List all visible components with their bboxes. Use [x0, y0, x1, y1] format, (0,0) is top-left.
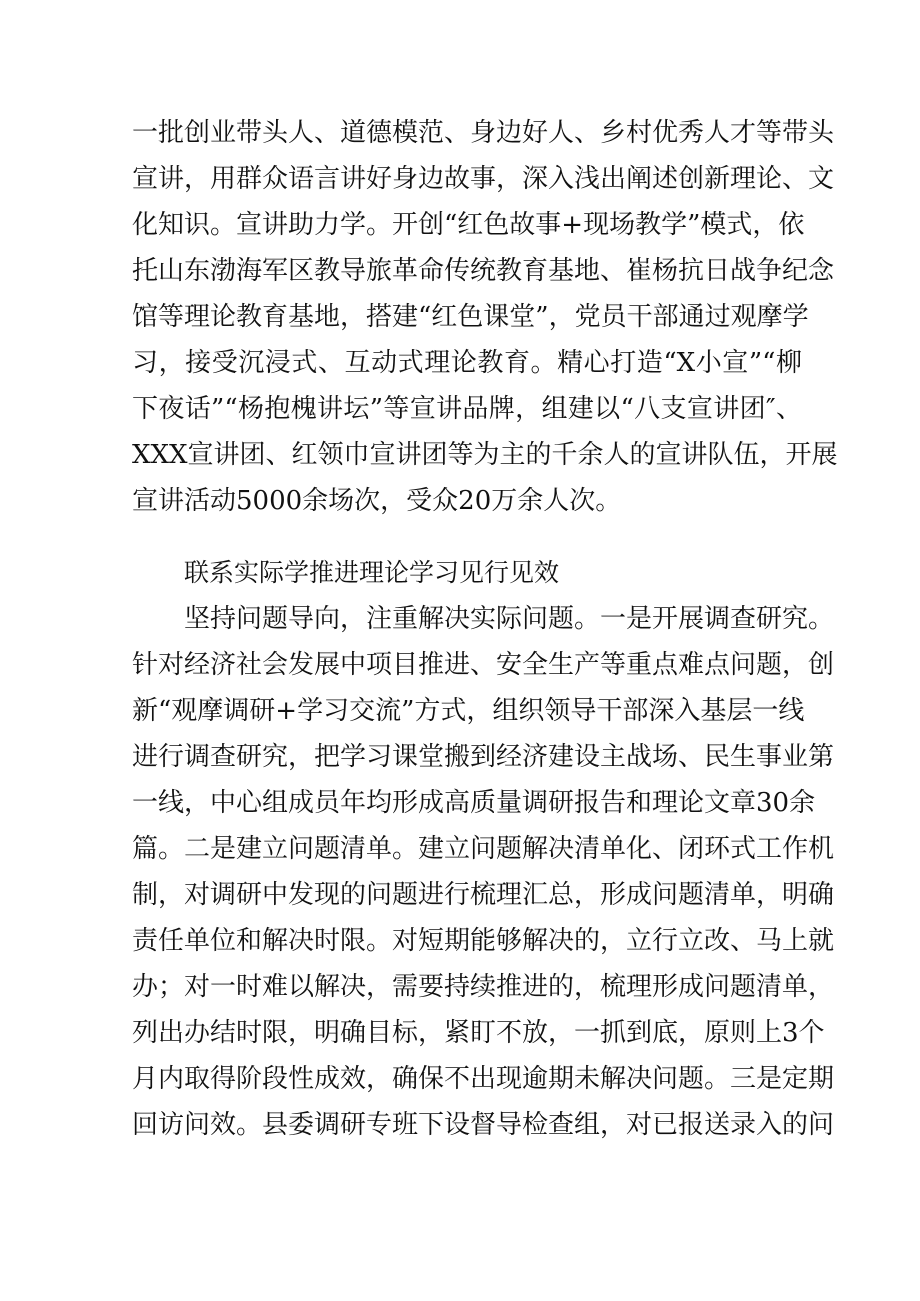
paragraph1-line-1: 一批创业带头人、道德模范、身边好人、乡村优秀人才等带头 — [132, 118, 835, 148]
paragraph2-line-6: 篇。二是建立问题清单。建立问题解决清单化、闭环式工作机 — [132, 834, 835, 864]
paragraph2-line-11: 月内取得阶段性成效，确保不出现逾期未解决问题。三是定期 — [132, 1064, 835, 1094]
paragraph1-line-2: 宣讲，用群众语言讲好身边故事，深入浅出阐述创新理论、文 — [132, 164, 835, 194]
paragraph1-line-4: 托山东渤海军区教导旅革命传统教育基地、崔杨抗日战争纪念 — [132, 256, 835, 286]
paragraph2-line-12: 回访问效。县委调研专班下设督导检查组，对已报送录入的问 — [132, 1110, 835, 1140]
paragraph1-line-9: 宣讲活动5000余场次，受众20万余人次。 — [132, 486, 622, 516]
paragraph1-line-6: 习，接受沉浸式、互动式理论教育。精心打造“X小宣”“柳 — [132, 348, 802, 378]
paragraph2-line-3: 新“观摩调研+学习交流”方式，组织领导干部深入基层一线 — [132, 696, 805, 726]
paragraph1-line-5: 馆等理论教育基地，搭建“红色课堂”，党员干部通过观摩学 — [132, 302, 809, 332]
paragraph2-line-5: 一线，中心组成员年均形成高质量调研报告和理论文章30余 — [132, 788, 816, 818]
paragraph2-line-10: 列出办结时限，明确目标，紧盯不放，一抓到底，原则上3个 — [132, 1018, 825, 1048]
paragraph1-line-7: 下夜话”“杨抱槐讲坛”等宣讲品牌，组建以“八支宣讲团″、 — [132, 394, 802, 424]
paragraph1-line-8: XXX宣讲团、红领巾宣讲团等为主的千余人的宣讲队伍，开展 — [132, 440, 838, 470]
paragraph2-line-1: 坚持问题导向，注重解决实际问题。一是开展调查研究。 — [184, 604, 835, 634]
paragraph2-line-8: 责任单位和解决时限。对短期能够解决的，立行立改、马上就 — [132, 926, 835, 956]
paragraph2-line-4: 进行调查研究，把学习课堂搬到经济建设主战场、民生事业第 — [132, 742, 835, 772]
paragraph1-line-3: 化知识。宣讲助力学。开创“红色故事+现场教学”模式，依 — [132, 210, 805, 240]
paragraph2-line-7: 制，对调研中发现的问题进行梳理汇总，形成问题清单，明确 — [132, 880, 835, 910]
paragraph2-line-2: 针对经济社会发展中项目推进、安全生产等重点难点问题，创 — [132, 650, 835, 680]
section-heading: 联系实际学推进理论学习见行见效 — [184, 558, 560, 587]
paragraph2-line-9: 办；对一时难以解决，需要持续推进的，梳理形成问题清单， — [132, 972, 835, 1002]
